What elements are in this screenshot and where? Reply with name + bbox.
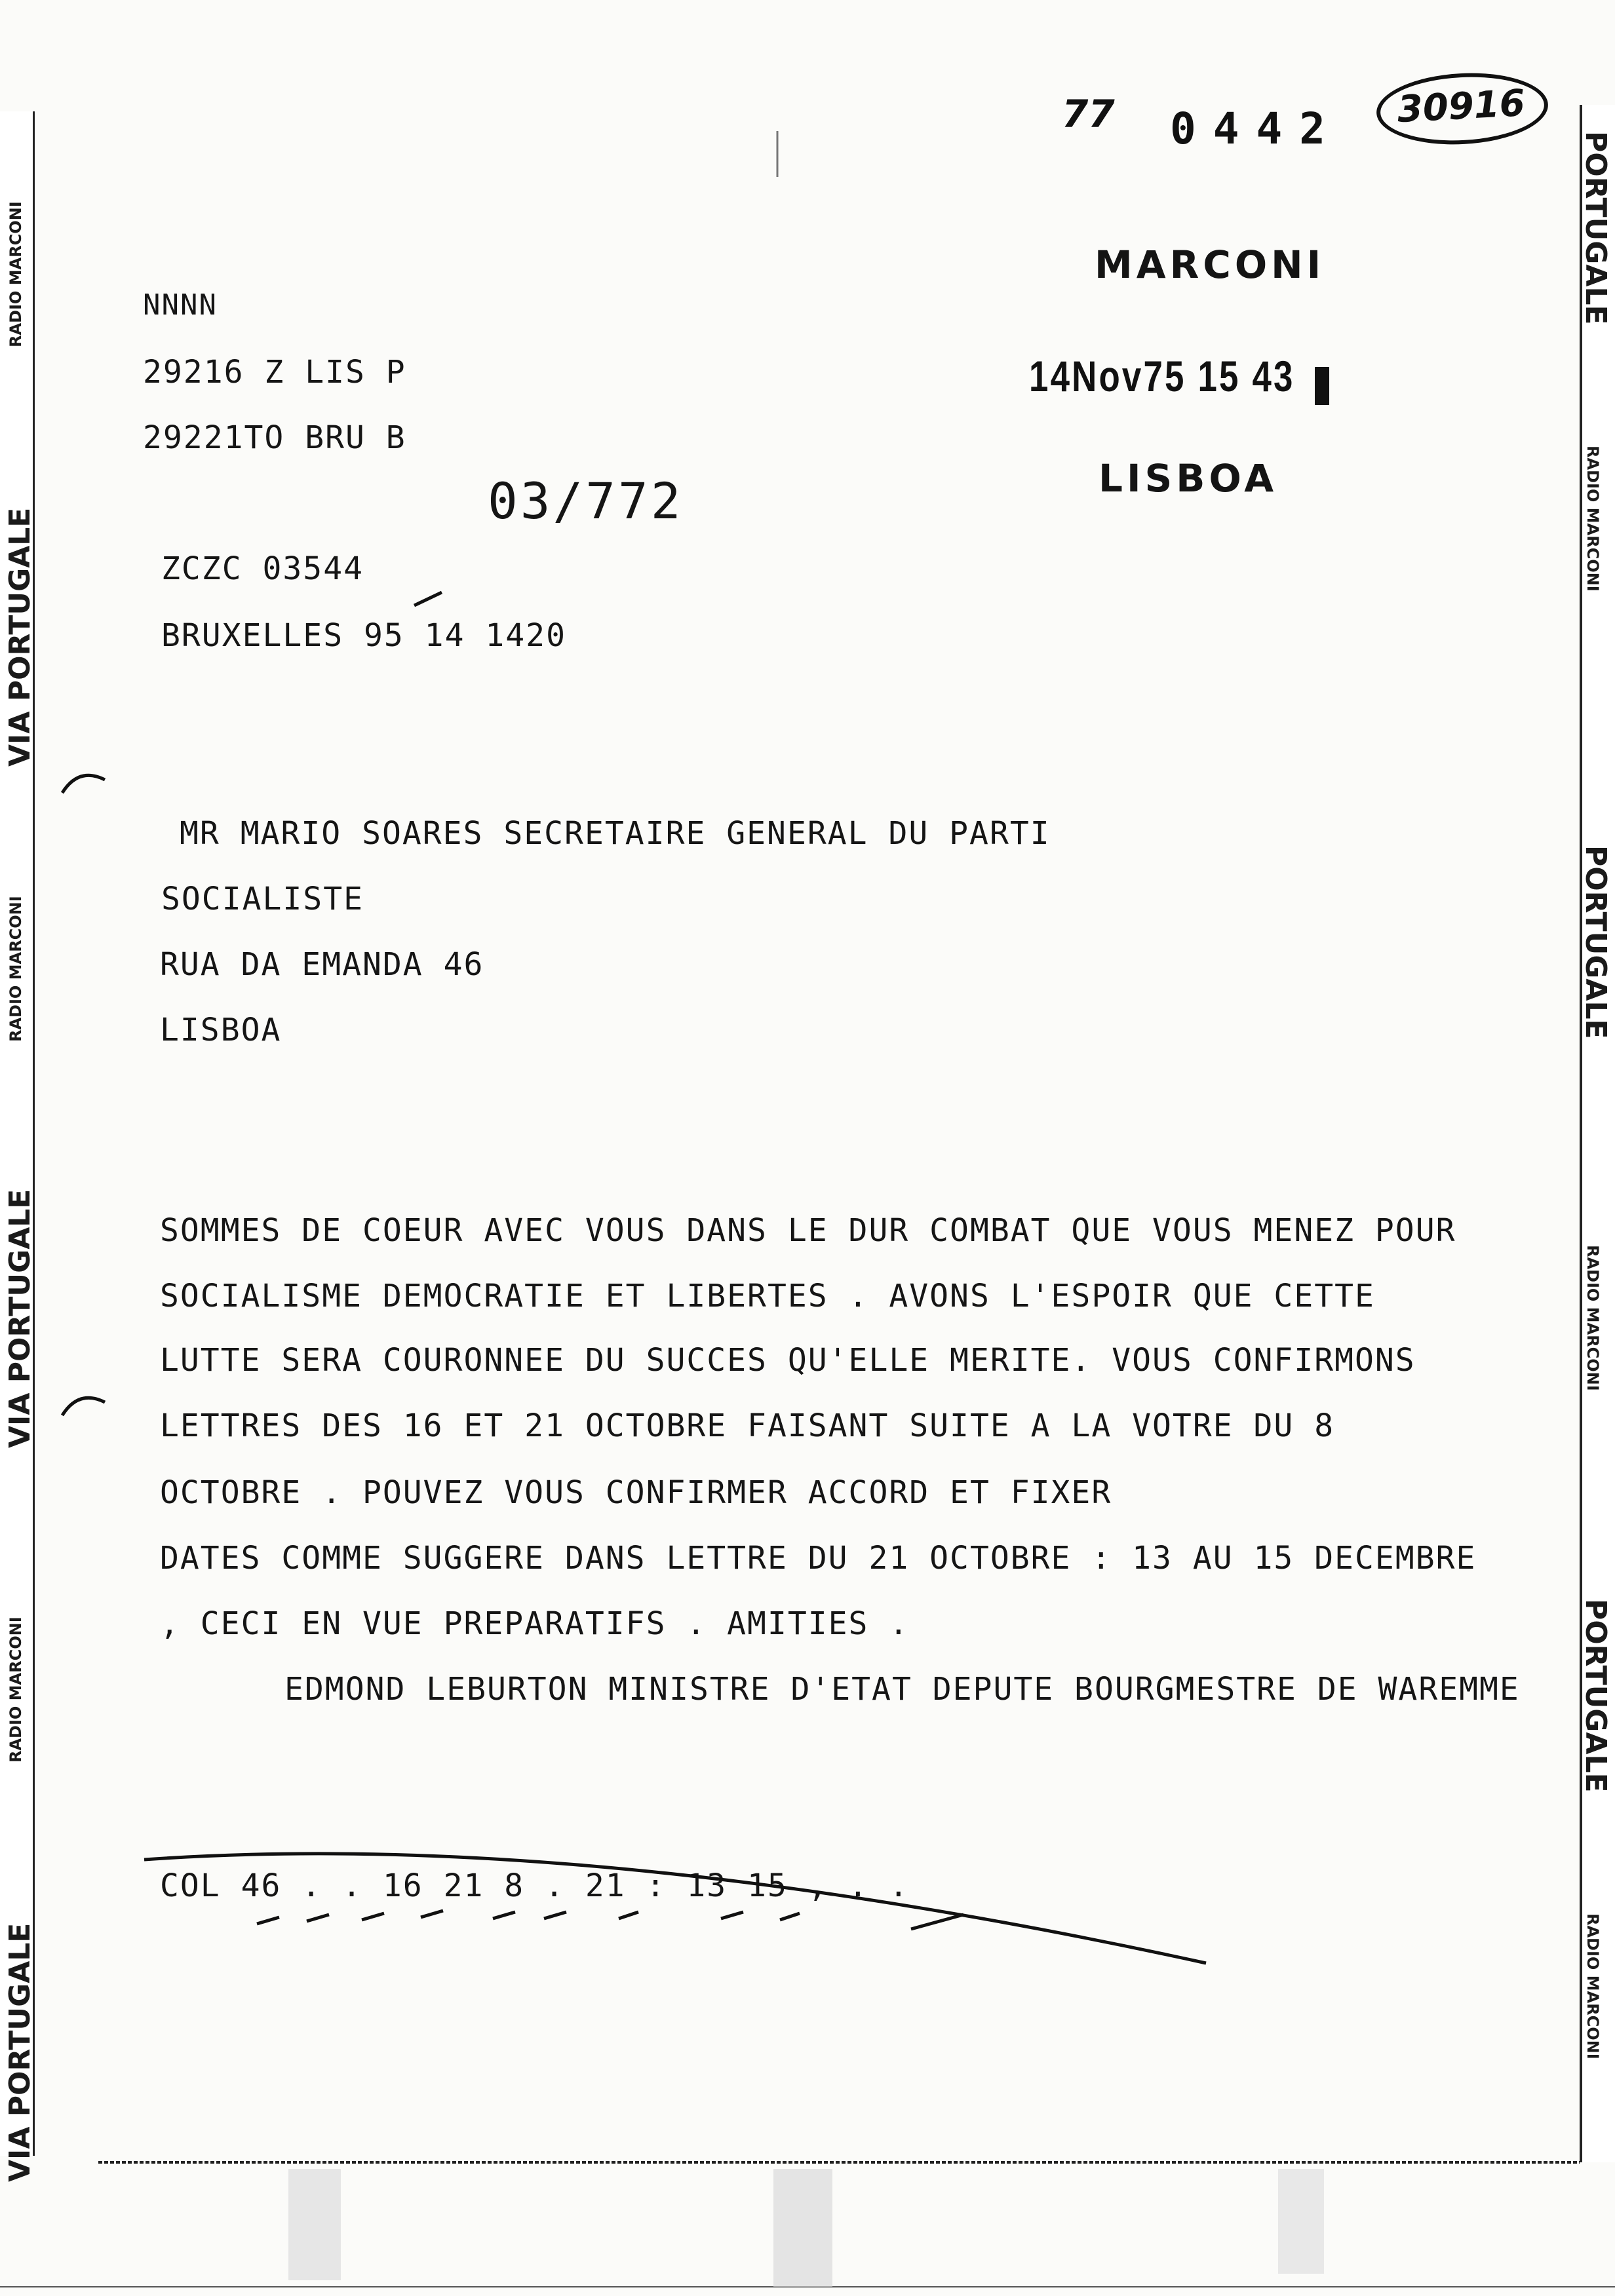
body-line-7: , CECI EN VUE PREPARATIFS . AMITIES . <box>160 1605 910 1642</box>
collation-line: COL 46 . . 16 21 8 . 21 : 13 15 , . . <box>160 1867 910 1904</box>
bottom-scan-smudge-3 <box>1278 2169 1324 2274</box>
right-border-label-2: PORTUGALE <box>1579 845 1612 1039</box>
body-line-4: LETTRES DES 16 ET 21 OCTOBRE FAISANT SUITE A LA VOTRE DU 8 <box>160 1407 1335 1444</box>
address-line-2: SOCIALISTE <box>161 881 364 917</box>
left-border-small-3: RADIO MARCONI <box>7 1617 25 1763</box>
right-border-label-1: PORTUGALE <box>1579 131 1612 325</box>
right-border-small-3: RADIO MARCONI <box>1584 1913 1602 2059</box>
body-line-1: SOMMES DE COEUR AVEC VOUS DANS LE DUR COMBAT QUE VOUS MENEZ POUR <box>160 1212 1456 1249</box>
right-border-label-3: PORTUGALE <box>1579 1599 1612 1793</box>
left-border-label-3: VIA PORTUGALE <box>3 1923 37 2182</box>
sequence-number: 0442 <box>1170 104 1342 154</box>
pen-stroke-mark <box>414 592 442 605</box>
ref-mark: 77 <box>1062 92 1115 136</box>
circled-number: 30916 <box>1396 82 1527 132</box>
left-border-label-1: VIA PORTUGALE <box>3 507 37 767</box>
body-line-3: LUTTE SERA COURONNEE DU SUCCES QU'ELLE MERITE. VOUS CONFIRMONS <box>160 1342 1416 1379</box>
body-line-5: OCTOBRE . POUVEZ VOUS CONFIRMER ACCORD ET FIXER <box>160 1474 1112 1511</box>
routing-line-1: NNNN <box>143 288 218 322</box>
file-number: 03/772 <box>488 472 684 530</box>
collation-curve <box>144 1854 1206 1963</box>
address-line-1: MR MARIO SOARES SECRETAIRE GENERAL DU PARTI <box>180 815 1051 852</box>
collation-tick-marks <box>257 1911 963 1929</box>
routing-line-4: ZCZC 03544 <box>161 550 364 587</box>
left-punch-mark-1 <box>62 775 105 793</box>
left-border-label-2: VIA PORTUGALE <box>3 1189 37 1448</box>
left-punch-mark-2 <box>62 1398 105 1415</box>
bottom-scan-smudge-1 <box>288 2169 341 2280</box>
bottom-scan-smudge-2 <box>773 2169 832 2287</box>
routing-line-2: 29216 Z LIS P <box>143 354 406 391</box>
routing-line-3: 29221TO BRU B <box>143 419 406 456</box>
routing-line-5: BRUXELLES 95 14 1420 <box>161 617 566 654</box>
right-border-small-1: RADIO MARCONI <box>1584 446 1602 592</box>
agency-stamp: MARCONI <box>1095 242 1325 287</box>
address-line-3: RUA DA EMANDA 46 <box>160 946 484 983</box>
received-timestamp: 14Nov75 15 43 <box>1029 352 1295 400</box>
body-line-6: DATES COMME SUGGERE DANS LETTRE DU 21 OCTOBRE : 13 AU 15 DECEMBRE <box>160 1540 1477 1577</box>
address-line-4: LISBOA <box>160 1012 282 1048</box>
city-stamp: LISBOA <box>1099 456 1278 501</box>
right-border-small-2: RADIO MARCONI <box>1584 1245 1602 1391</box>
left-border-small-2: RADIO MARCONI <box>7 896 25 1042</box>
signature-line: EDMOND LEBURTON MINISTRE D'ETAT DEPUTE BOURGMESTRE DE WAREMME <box>284 1671 1520 1708</box>
body-line-2: SOCIALISME DEMOCRATIE ET LIBERTES . AVONS L'ESPOIR QUE CETTE <box>160 1278 1375 1314</box>
left-border-small-1: RADIO MARCONI <box>7 201 25 347</box>
